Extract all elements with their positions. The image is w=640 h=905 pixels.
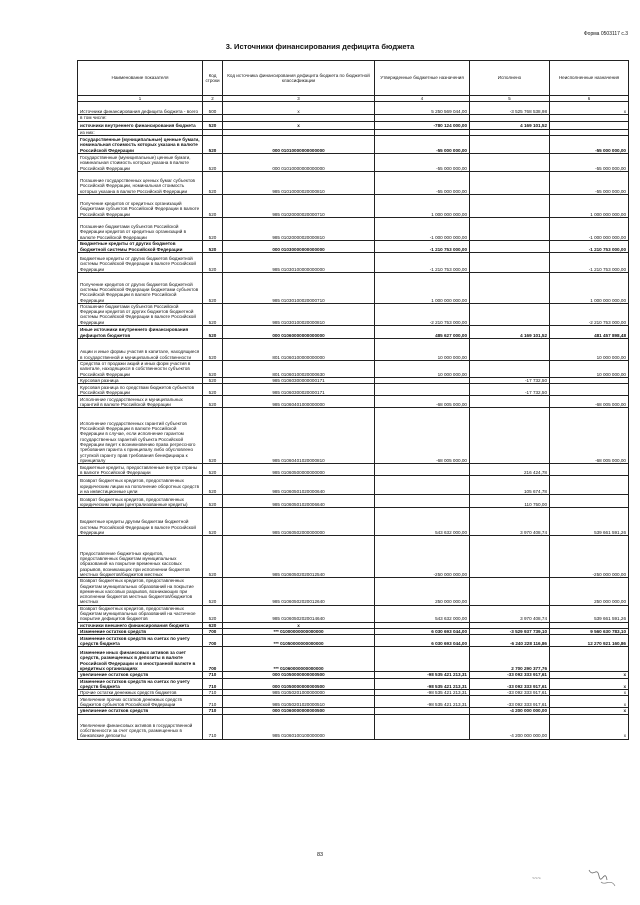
row-source-code: *** 01060000000000000 (223, 647, 375, 672)
row-approved: 543 632 000,00 (375, 508, 470, 536)
row-unexecuted: х (550, 678, 629, 690)
table-row (78, 121, 629, 129)
table-row (78, 714, 629, 739)
row-unexecuted (550, 384, 629, 396)
row-executed (470, 272, 550, 303)
row-name: Погашение бюджетами субъектов Российской Федерации кредитов от кредитных организаций в валюте Российской Федерации (78, 217, 203, 240)
row-source-code: *** 01050000000000000 (223, 635, 375, 647)
row-executed (470, 303, 550, 325)
row-line-code: 520 (203, 578, 223, 605)
row-source-code: 985 01030100020000810 (223, 303, 375, 325)
row-approved: 5 250 569 044,00 (375, 102, 470, 115)
table-row (78, 102, 629, 115)
row-source-code: 985 01060502020012540 (223, 536, 375, 578)
row-source-code: 985 01060100100000000 (223, 714, 375, 739)
row-source-code: 985 01050201000000000 (223, 690, 375, 696)
row-line-code: 520 (203, 396, 223, 408)
row-unexecuted: 10 000 000,00 (550, 361, 629, 378)
row-unexecuted: 1 000 000 000,00 (550, 194, 629, 217)
row-executed: -17 732,50 (470, 384, 550, 396)
row-executed: 3 970 408,74 (470, 605, 550, 622)
row-line-code: 520 (203, 240, 223, 252)
row-approved: -780 124 000,00 (375, 121, 470, 129)
row-name: Исполнение государственных гарантий субъектов Российской Федерации в валюте Российской Федерации в случае, если исполнение гарантом государственных гарантий субъекта Российской Федерации ведет к возникновению права регрессного требования гаранта к принципалу либо обусловлено уступкой гаранту прав требования бенефициара к принципалу (78, 408, 203, 464)
row-line-code: 520 (203, 508, 223, 536)
row-line-code: 520 (203, 217, 223, 240)
row-approved: 1 000 000 000,00 (375, 194, 470, 217)
table-row (78, 361, 629, 378)
row-approved: -98 535 421 213,31 (375, 696, 470, 708)
row-name: Бюджетные кредиты от других бюджетов бюджетной системы Российской Федерации (78, 240, 203, 252)
row-source-code: 985 01010000020000810 (223, 171, 375, 194)
row-source-code: 000 01030000000000000 (223, 240, 375, 252)
row-line-code: 520 (203, 536, 223, 578)
row-name: Изменение иных финансовых активов за счет средств, размещенных в депозиты в валюте Российской Федерации и в иностранной валюте в кредитных организациях (78, 647, 203, 672)
row-unexecuted: 12 270 921 160,86 (550, 635, 629, 647)
row-executed (470, 396, 550, 408)
row-executed: -4 200 000 000,00 (470, 714, 550, 739)
row-line-code: 700 (203, 647, 223, 672)
row-name: Бюджетные кредиты от других бюджетов бюджетной системы Российской Федерации в валюте Российской Федерации (78, 252, 203, 272)
column-number: 4 (375, 96, 470, 102)
row-executed: -3 525 768 538,98 (470, 102, 550, 115)
row-name: Получение кредитов от кредитных организаций бюджетами субъектов Российской Федерации в валюте Российской Федерации (78, 194, 203, 217)
row-unexecuted: -55 000 000,00 (550, 135, 629, 153)
table-row (78, 252, 629, 272)
row-name: Акции и иные формы участия в капитале, находящиеся в государственной и муниципальной собственности (78, 339, 203, 361)
row-name: Увеличение финансовых активов в государственной собственности за счет средств, размещенных в банковские депозиты (78, 714, 203, 739)
row-name: Иные источники внутреннего финансирования дефицитов бюджетов (78, 326, 203, 339)
header-source-code: Код источника финансирования дефицита бюджета по бюджетной классификации (223, 61, 375, 96)
row-approved: -1 210 753 000,00 (375, 240, 470, 252)
row-line-code: 710 (203, 696, 223, 708)
row-name: Бюджетные кредиты другим бюджетам бюджетной системы Российской Федерации в валюте Российской Федерации (78, 508, 203, 536)
row-approved: -1 210 753 000,00 (375, 252, 470, 272)
table-row (78, 303, 629, 325)
row-executed (470, 153, 550, 171)
row-approved (375, 714, 470, 739)
row-executed: 216 424,78 (470, 464, 550, 476)
row-unexecuted: -68 005 000,00 (550, 396, 629, 408)
table-row (78, 240, 629, 252)
row-approved: 485 627 000,00 (375, 326, 470, 339)
table-row (78, 678, 629, 690)
row-name: Возврат бюджетных кредитов, предоставленных юридическим лицам на пополнение оборотных средств и на инвестиционные цели (78, 476, 203, 495)
row-unexecuted: -1 210 753 000,00 (550, 240, 629, 252)
row-executed (470, 240, 550, 252)
table-body (78, 102, 629, 739)
row-name: Исполнение государственных и муниципальных гарантий в валюте Российской Федерации (78, 396, 203, 408)
row-unexecuted: х (550, 672, 629, 678)
row-line-code: 520 (203, 194, 223, 217)
row-approved: -68 005 000,00 (375, 408, 470, 464)
row-source-code: 985 01030100000000000 (223, 252, 375, 272)
row-source-code: 985 01060300020000171 (223, 384, 375, 396)
column-number: 1 (78, 96, 203, 102)
row-source-code: 801 01060100020000630 (223, 361, 375, 378)
row-name: увеличение остатков средств (78, 672, 203, 678)
row-name: источники внутреннего финансирования бюджета (78, 121, 203, 129)
row-source-code: х (223, 622, 375, 628)
row-name: Получение кредитов от других бюджетов бюджетной системы Российской Федерации бюджетами субъектов Российской Федерации в валюте Российской Федерации (78, 272, 203, 303)
row-approved (375, 495, 470, 508)
column-number: 2 (203, 96, 223, 102)
column-number: 3 (223, 96, 375, 102)
row-line-code: 710 (203, 690, 223, 696)
row-unexecuted (550, 464, 629, 476)
row-name: Погашение бюджетами субъектов Российской Федерации кредитов от других бюджетов бюджетной системы Российской Федерации в валюте Российской Федерации (78, 303, 203, 325)
header-approved: Утвержденные бюджетные назначения (375, 61, 470, 96)
row-approved: -98 535 421 213,31 (375, 672, 470, 678)
row-executed: -33 092 333 917,61 (470, 672, 550, 678)
row-source-code: 985 01050201020000510 (223, 696, 375, 708)
row-approved: 1 000 000 000,00 (375, 272, 470, 303)
row-unexecuted (550, 476, 629, 495)
table-row (78, 605, 629, 622)
row-name: Увеличение прочих остатков денежных средств бюджетов субъектов Российской Федерации (78, 696, 203, 708)
row-source-code: х (223, 121, 375, 129)
row-line-code: 620 (203, 622, 223, 628)
row-approved: -98 535 421 213,31 (375, 690, 470, 696)
row-name: Курсовая разница (78, 377, 203, 383)
row-approved: -98 535 421 213,31 (375, 678, 470, 690)
row-approved: -1 000 000 000,00 (375, 217, 470, 240)
row-approved: -55 000 000,00 (375, 135, 470, 153)
row-approved: 6 030 693 044,00 (375, 635, 470, 647)
row-line-code: 500 (203, 102, 223, 115)
row-unexecuted: -55 000 000,00 (550, 171, 629, 194)
form-label: Форма 0503117 с.3 (583, 31, 628, 37)
table-row (78, 153, 629, 171)
row-line-code: 520 (203, 408, 223, 464)
row-executed: -33 092 333 917,61 (470, 690, 550, 696)
row-name: Изменение остатков средств на счетах по учету средств бюджета (78, 678, 203, 690)
row-line-code: 520 (203, 272, 223, 303)
row-approved: 250 000 000,00 (375, 578, 470, 605)
row-name: Государственные (муниципальные) ценные бумаги, номинальная стоимость которых указана в валюте Российской Федерации (78, 153, 203, 171)
header-unexecuted: Неисполненные назначения (550, 61, 629, 96)
row-approved: -55 000 000,00 (375, 153, 470, 171)
row-unexecuted: -1 210 753 000,00 (550, 252, 629, 272)
row-source-code: 985 01060401020000810 (223, 408, 375, 464)
row-executed: 4 169 101,52 (470, 121, 550, 129)
column-number: 6 (550, 96, 629, 102)
row-executed (470, 194, 550, 217)
row-executed (470, 252, 550, 272)
row-line-code: 700 (203, 635, 223, 647)
row-name: источники внешнего финансирования бюджета (78, 622, 203, 628)
table-row (78, 635, 629, 647)
row-unexecuted (550, 495, 629, 508)
row-approved: 10 000 000,00 (375, 361, 470, 378)
row-executed: -6 240 228 116,86 (470, 635, 550, 647)
table-row (78, 171, 629, 194)
row-name: Источники финансирования дефицита бюджета - всего (78, 102, 203, 115)
row-line-code: 520 (203, 303, 223, 325)
row-approved (375, 647, 470, 672)
header-line-code: Код строки (203, 61, 223, 96)
row-name: Возврат бюджетных кредитов, предоставленных бюджетам муниципальных образований на покрытие временных кассовых разрывов, возникающих при исполнении бюджетов местных бюджетов/бюджетов местных (78, 578, 203, 605)
row-source-code: х (223, 102, 375, 115)
row-source-code: 000 01010000000000000 (223, 135, 375, 153)
row-source-code: 000 01060000000000500 (223, 708, 375, 714)
row-line-code: 520 (203, 153, 223, 171)
table-row (78, 508, 629, 536)
row-executed (470, 171, 550, 194)
row-approved: -55 000 000,00 (375, 171, 470, 194)
row-unexecuted: 539 661 591,26 (550, 605, 629, 622)
table-row (78, 464, 629, 476)
row-line-code: 710 (203, 714, 223, 739)
table-row (78, 647, 629, 672)
table-row (78, 495, 629, 508)
row-name: Изменение остатков средств на счетах по учету средств бюджета (78, 635, 203, 647)
row-executed (470, 135, 550, 153)
row-executed: 110 750,00 (470, 495, 550, 508)
table-row (78, 194, 629, 217)
header-row (78, 61, 629, 96)
row-line-code: 520 (203, 464, 223, 476)
row-line-code: 520 (203, 495, 223, 508)
table-row (78, 578, 629, 605)
row-approved (375, 384, 470, 396)
row-executed: 3 970 408,74 (470, 508, 550, 536)
row-name: Средства от продажи акций и иных форм участия в капитале, находящихся в собственности субъектов Российской Федерации (78, 361, 203, 378)
row-executed (470, 339, 550, 361)
row-approved: 10 000 000,00 (375, 339, 470, 361)
row-unexecuted: 481 457 898,48 (550, 326, 629, 339)
row-unexecuted: -55 000 000,00 (550, 153, 629, 171)
table-row (78, 696, 629, 708)
row-source-code: 000 01060000000000000 (223, 326, 375, 339)
financing-sources-table (77, 60, 629, 740)
row-approved: -68 005 000,00 (375, 396, 470, 408)
row-source-code: 985 01060502020012640 (223, 578, 375, 605)
row-unexecuted (550, 121, 629, 129)
row-source-code: 000 01010000000000000 (223, 153, 375, 171)
table-row (78, 384, 629, 396)
row-line-code: 710 (203, 708, 223, 714)
row-executed (470, 536, 550, 578)
row-unexecuted: х (550, 102, 629, 115)
row-source-code: 985 01060501020000640 (223, 476, 375, 495)
row-executed: -3 529 937 739,10 (470, 628, 550, 634)
row-unexecuted: -1 000 000 000,00 (550, 217, 629, 240)
row-executed: 2 700 290 377,76 (470, 647, 550, 672)
row-unexecuted: -2 210 753 000,00 (550, 303, 629, 325)
row-executed: 105 674,78 (470, 476, 550, 495)
row-name: Возврат бюджетных кредитов, предоставленных юридическим лицам (централизованные кредиты) (78, 495, 203, 508)
column-number: 5 (470, 96, 550, 102)
row-name: в том числе: (78, 115, 203, 121)
row-approved (375, 464, 470, 476)
table-row (78, 396, 629, 408)
row-source-code: 985 01060500000000000 (223, 464, 375, 476)
row-name: Изменение остатков средств (78, 628, 203, 634)
header-indicator-name: Наименование показателя (78, 61, 203, 96)
row-approved (375, 476, 470, 495)
row-line-code: 710 (203, 672, 223, 678)
row-unexecuted: 539 661 591,26 (550, 508, 629, 536)
table-row (78, 272, 629, 303)
header-executed: Исполнено (470, 61, 550, 96)
row-unexecuted: х (550, 696, 629, 708)
table-row (78, 217, 629, 240)
row-line-code: 520 (203, 361, 223, 378)
row-unexecuted: 9 560 630 783,10 (550, 628, 629, 634)
row-executed: 4 169 101,52 (470, 326, 550, 339)
row-name: Курсовая разница по средствам бюджетов субъектов Российской Федерации (78, 384, 203, 396)
row-source-code: 985 01030100020000710 (223, 272, 375, 303)
row-unexecuted: 250 000 000,00 (550, 578, 629, 605)
row-source-code: 801 01060100000000000 (223, 339, 375, 361)
row-executed: -33 092 333 917,61 (470, 696, 550, 708)
row-unexecuted: -250 000 000,00 (550, 536, 629, 578)
row-name: Возврат бюджетных кредитов, предоставленных бюджетам муниципальных образований на частичное покрытие дефицитов бюджетов (78, 605, 203, 622)
row-unexecuted (550, 647, 629, 672)
row-unexecuted: 10 000 000,00 (550, 339, 629, 361)
row-executed (470, 408, 550, 464)
row-source-code: 985 01020000020000710 (223, 194, 375, 217)
row-source-code: 985 01020000020000810 (223, 217, 375, 240)
table-row (78, 135, 629, 153)
row-source-code: 000 01050000000000500 (223, 672, 375, 678)
row-line-code: 520 (203, 476, 223, 495)
row-line-code: 520 (203, 384, 223, 396)
row-name: из них: (78, 129, 203, 135)
row-unexecuted: 1 000 000 000,00 (550, 272, 629, 303)
row-source-code: 985 01060502020014640 (223, 605, 375, 622)
row-unexecuted: х (550, 714, 629, 739)
table-row (78, 339, 629, 361)
row-source-code: 985 01060300000000171 (223, 377, 375, 383)
row-approved: 6 030 693 044,00 (375, 628, 470, 634)
row-name: Погашение государственных ценных бумаг субъектов Российской Федерации, номинальная стоимость которых указана в валюте Российской Федерации (78, 171, 203, 194)
section-title: 3. Источники финансирования дефицита бюджета (225, 42, 415, 51)
row-name: Бюджетные кредиты, предоставленные внутри страны в валюте Российской Федерации (78, 464, 203, 476)
row-source-code: 985 01060401000000000 (223, 396, 375, 408)
row-line-code: 520 (203, 605, 223, 622)
row-source-code: 985 01060501020006640 (223, 495, 375, 508)
row-source-code: *** 01000000000000000 (223, 628, 375, 634)
row-line-code: 520 (203, 326, 223, 339)
row-approved: -2 210 753 000,00 (375, 303, 470, 325)
row-line-code: 700 (203, 628, 223, 634)
row-approved: -250 000 000,00 (375, 536, 470, 578)
row-line-code: 520 (203, 121, 223, 129)
row-name: Предоставление бюджетных кредитов, предоставленных бюджетам муниципальных образований на покрытие временных кассовых разрывов, возникающих при исполнении бюджетов местных бюджетов/бюджетов местных (78, 536, 203, 578)
row-executed: -4 200 000 000,00 (470, 708, 550, 714)
row-unexecuted: х (550, 708, 629, 714)
row-name: Прочие остатки денежных средств бюджетов (78, 690, 203, 696)
row-executed: -33 092 333 917,61 (470, 678, 550, 690)
footer-mark: ~~~ (532, 876, 541, 882)
row-name: увеличение остатков средств (78, 708, 203, 714)
row-executed (470, 578, 550, 605)
table-row (78, 326, 629, 339)
row-approved: 543 632 000,00 (375, 605, 470, 622)
table-row (78, 536, 629, 578)
row-name: Государственные (муниципальные) ценные бумаги, номинальная стоимость которых указана в валюте Российской Федерации (78, 135, 203, 153)
page-number: 83 (316, 852, 324, 858)
row-line-code: 520 (203, 339, 223, 361)
handwritten-mark-icon (585, 864, 619, 890)
row-line-code: 710 (203, 678, 223, 690)
row-source-code: 985 01060502000000000 (223, 508, 375, 536)
row-source-code: 000 01050000000000500 (223, 678, 375, 690)
row-executed: -17 732,50 (470, 377, 550, 383)
row-line-code: 520 (203, 135, 223, 153)
row-line-code: 520 (203, 252, 223, 272)
row-unexecuted: х (550, 690, 629, 696)
table-row (78, 408, 629, 464)
row-executed (470, 361, 550, 378)
row-unexecuted: -68 005 000,00 (550, 408, 629, 464)
row-executed (470, 217, 550, 240)
table-row (78, 476, 629, 495)
row-line-code: 520 (203, 377, 223, 383)
row-line-code: 520 (203, 171, 223, 194)
